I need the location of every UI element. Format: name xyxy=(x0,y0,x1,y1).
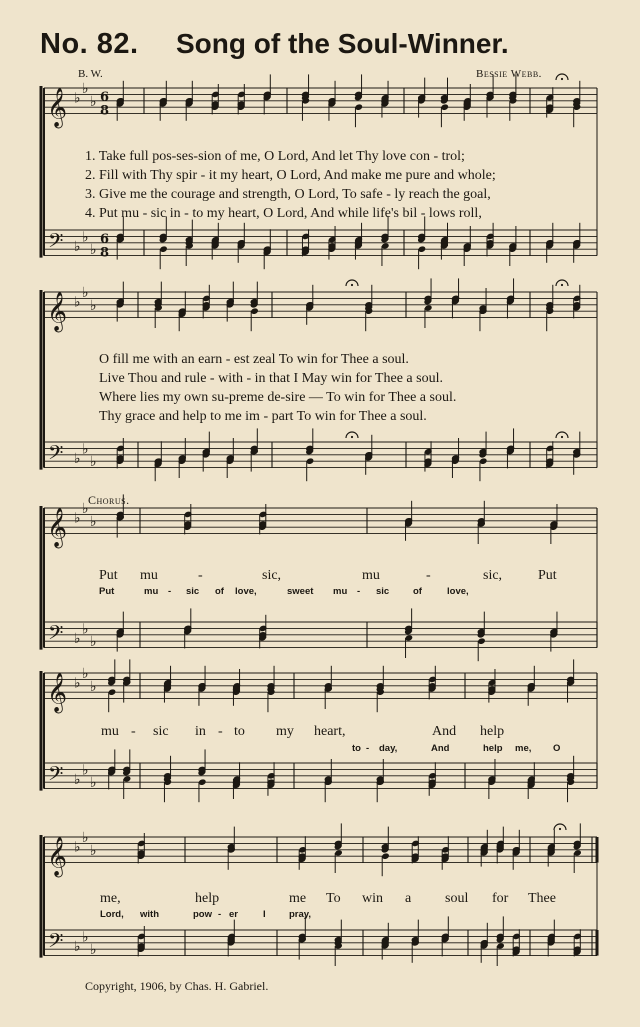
chorus-alto-word: mu xyxy=(333,586,348,597)
flat-sign: ♭ xyxy=(74,294,81,311)
time-signature-bottom: 8 xyxy=(100,103,110,119)
time-signature-top: 6 xyxy=(100,231,110,247)
chorus-alto-word: of xyxy=(215,586,224,597)
bass-clef: 𝄢 xyxy=(48,441,64,470)
treble-clef: 𝄞 xyxy=(47,672,68,713)
flat-sign: ♭ xyxy=(74,510,81,527)
chorus-word: sic, xyxy=(262,568,282,583)
bass-clef: 𝄢 xyxy=(48,621,64,650)
chorus-alto-word: pray, xyxy=(289,909,312,920)
chorus-word: for xyxy=(492,891,509,906)
flat-sign: ♭ xyxy=(82,621,89,638)
flat-sign: ♭ xyxy=(74,675,81,692)
copyright-notice: Copyright, 1906, by Chas. H. Gabriel. xyxy=(85,979,269,993)
flat-sign: ♭ xyxy=(90,842,97,859)
chorus-alto-word: with xyxy=(140,909,159,920)
chorus-alto-word: love, xyxy=(447,586,469,597)
chorus-alto-word: mu xyxy=(144,586,159,597)
fermata-dot xyxy=(559,828,561,830)
flat-sign: ♭ xyxy=(82,501,89,517)
hymn-title: Song of the Soul-Winner. xyxy=(176,28,509,59)
chorus-word: help xyxy=(195,891,220,906)
flat-sign: ♭ xyxy=(82,285,89,301)
chorus-word: help xyxy=(480,724,505,739)
flat-sign: ♭ xyxy=(74,239,81,255)
chorus-word: in xyxy=(195,724,206,739)
flat-sign: ♭ xyxy=(74,772,81,788)
chorus-alto-word: pow xyxy=(193,909,212,920)
treble-clef: 𝄞 xyxy=(47,291,68,332)
chorus-alto-word: of xyxy=(413,586,422,597)
flat-sign: ♭ xyxy=(82,929,89,946)
flat-sign: ♭ xyxy=(90,297,97,314)
chorus-alto-word: help xyxy=(483,743,503,754)
verse-1-line-a: 1. Take full pos-ses-sion of me, O Lord, And let Thy love con - trol; xyxy=(85,149,465,164)
flat-sign: ♭ xyxy=(74,839,81,856)
chorus-word: - xyxy=(131,724,136,739)
fermata-dot xyxy=(561,284,563,286)
fermata-dot xyxy=(561,436,563,438)
treble-clef: 𝄞 xyxy=(47,836,68,877)
flat-sign: ♭ xyxy=(90,454,97,471)
flat-sign: ♭ xyxy=(74,451,81,467)
chorus-word: Put xyxy=(538,568,557,583)
chorus-word: mu xyxy=(362,568,380,583)
chorus-alto-word: sweet xyxy=(287,586,314,597)
flat-sign: ♭ xyxy=(90,678,97,695)
flat-sign: ♭ xyxy=(90,513,97,530)
flat-sign: ♭ xyxy=(82,666,89,682)
verse-2-line-b: Live Thou and rule - with - in that I May win for Thee a soul. xyxy=(99,371,443,386)
flat-sign: ♭ xyxy=(90,242,97,259)
chorus-alto-word: day, xyxy=(379,743,398,754)
hymn-number: No. 82. xyxy=(40,28,139,60)
chorus-word: mu xyxy=(101,724,119,739)
chorus-word: heart, xyxy=(314,724,346,739)
chorus-word: me, xyxy=(100,891,121,906)
bass-clef: 𝄢 xyxy=(48,229,64,258)
flat-sign: ♭ xyxy=(82,441,89,458)
flat-sign: ♭ xyxy=(74,939,81,955)
bass-clef: 𝄢 xyxy=(48,762,64,791)
chorus-alto-word: Lord, xyxy=(100,909,124,920)
treble-clef: 𝄞 xyxy=(47,87,68,128)
chorus-word: a xyxy=(405,891,412,906)
flat-sign: ♭ xyxy=(90,942,97,959)
chorus-word: sic, xyxy=(483,568,503,583)
flat-sign: ♭ xyxy=(90,775,97,792)
flat-sign: ♭ xyxy=(82,81,89,97)
composer-credit: Bessie Webb. xyxy=(476,68,542,80)
chorus-word: To xyxy=(326,891,341,906)
fermata-dot xyxy=(351,436,353,438)
verse-1-line-b: O fill me with an earn - est zeal To win for Thee a soul. xyxy=(99,352,409,367)
chorus-word: - xyxy=(198,568,203,583)
verse-4-line-a: 4. Put mu - sic in - to my heart, O Lord, And while life's bil - lows roll, xyxy=(85,206,482,221)
chorus-alto-word: Put xyxy=(99,586,115,597)
chorus-alto-word: er xyxy=(229,909,238,920)
chorus-word: And xyxy=(432,724,457,739)
chorus-alto-word: O xyxy=(553,743,561,754)
time-signature-top: 6 xyxy=(100,89,110,105)
chorus-alto-word: sic xyxy=(186,586,200,597)
chorus-word: win xyxy=(362,891,383,906)
chorus-word: Put xyxy=(99,568,118,583)
verse-3-line-b: Where lies my own su-preme de-sire — To win for Thee a soul. xyxy=(99,390,457,405)
chorus-alto-word: - xyxy=(218,909,222,920)
flat-sign: ♭ xyxy=(90,93,97,110)
chorus-word: my xyxy=(276,724,294,739)
chorus-word: Thee xyxy=(528,891,556,906)
fermata-dot xyxy=(351,284,353,286)
chorus-alto-word: sic xyxy=(376,586,390,597)
treble-clef: 𝄞 xyxy=(47,507,68,548)
chorus-alto-word: me, xyxy=(515,743,532,754)
chorus-alto-word: - xyxy=(357,586,361,597)
verse-2-line-a: 2. Fill with Thy spir - it my heart, O Lord, And make me pure and whole; xyxy=(85,168,496,183)
flat-sign: ♭ xyxy=(82,830,89,846)
flat-sign: ♭ xyxy=(82,762,89,779)
chorus-word: sic xyxy=(153,724,169,739)
flat-sign: ♭ xyxy=(90,634,97,651)
chorus-word: me xyxy=(289,891,307,906)
chorus-word: soul xyxy=(445,891,469,906)
chorus-word: - xyxy=(218,724,223,739)
flat-sign: ♭ xyxy=(74,631,81,647)
chorus-label: Chorus. xyxy=(88,493,130,507)
chorus-word: to xyxy=(234,724,245,739)
chorus-alto-word: - xyxy=(366,743,370,754)
bass-clef: 𝄢 xyxy=(48,929,64,958)
flat-sign: ♭ xyxy=(74,90,81,107)
chorus-word: - xyxy=(426,568,431,583)
chorus-alto-word: to xyxy=(352,743,361,754)
time-signature-bottom: 8 xyxy=(100,245,110,261)
chorus-alto-word: love, xyxy=(235,586,257,597)
verse-3-line-a: 3. Give me the courage and strength, O Lord, To safe - ly reach the goal, xyxy=(85,187,491,202)
flat-sign: ♭ xyxy=(82,229,89,246)
chorus-word: mu xyxy=(140,568,158,583)
verse-4-line-b: Thy grace and help to me im - part To win for Thee a soul. xyxy=(99,409,427,424)
chorus-alto-word: I xyxy=(263,909,266,920)
fermata-dot xyxy=(561,78,563,80)
chorus-alto-word: - xyxy=(168,586,172,597)
lyricist-credit: B. W. xyxy=(78,68,103,80)
chorus-alto-word: And xyxy=(431,743,450,754)
